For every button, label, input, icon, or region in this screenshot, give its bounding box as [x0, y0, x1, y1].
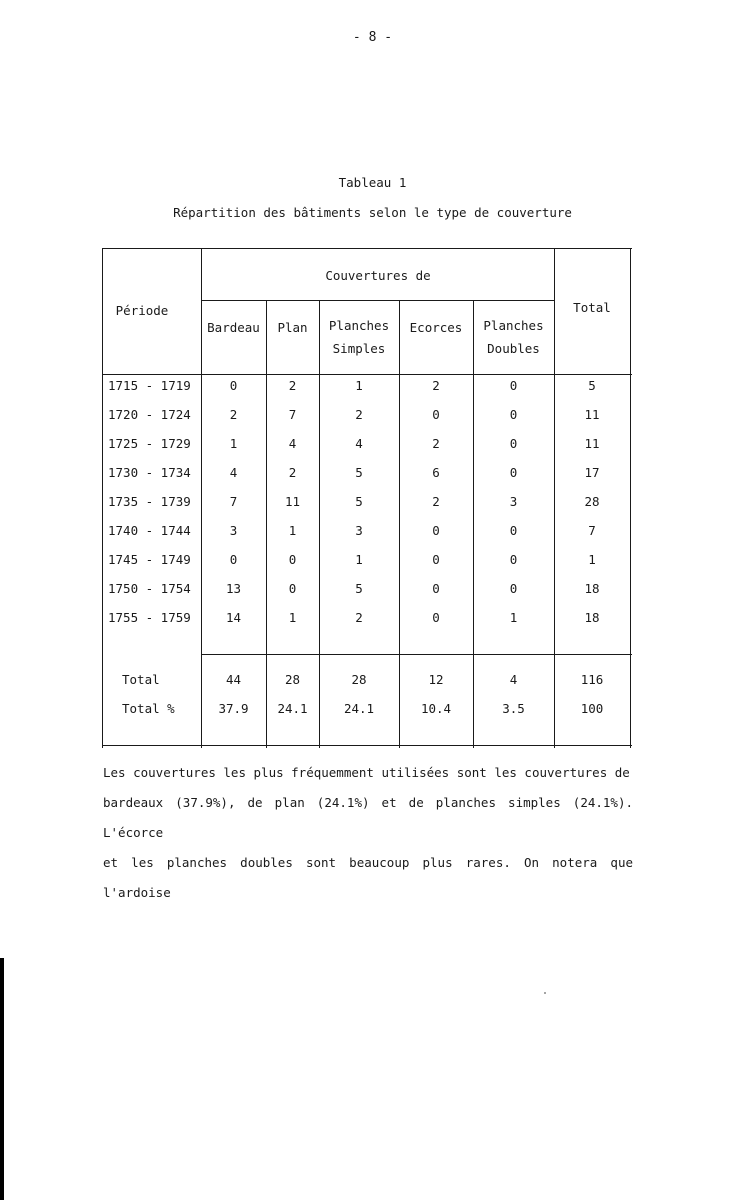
table-row-0-bardeau: 0: [229, 378, 238, 393]
paragraph-line-2: bardeaux (37.9%), de plan (24.1%) et de planches simples (24.1%). L'écorce: [103, 795, 633, 840]
table-row-1-plan: 7: [288, 407, 297, 422]
table-border-top: [102, 248, 632, 249]
table-row-5-ecorces: 0: [432, 523, 440, 538]
table-row-8-ecorces: 0: [432, 610, 440, 625]
table-row-8-plan: 1: [288, 610, 297, 625]
table-row-5-planches-doubles: 0: [509, 523, 518, 538]
header-planches-simples-line2: Simples: [332, 341, 386, 356]
header-planches-doubles-line1: Planches: [483, 318, 544, 333]
table-row-7-planches-simples: 5: [355, 581, 363, 596]
table-row-7-plan: 0: [288, 581, 297, 596]
header-planches-simples-line1: Planches: [328, 318, 390, 333]
table-row-6-periode: 1745 - 1749: [108, 552, 191, 567]
table-row-4-periode: 1735 - 1739: [108, 494, 191, 509]
table-row-7-ecorces: 0: [432, 581, 440, 596]
table-row-3-plan: 2: [288, 465, 297, 480]
table-row-6-total: 1: [588, 552, 596, 567]
table-border-right: [630, 248, 631, 748]
totals-row-1-planches-doubles: 3.5: [502, 701, 525, 716]
totals-row-0-plan: 28: [284, 672, 301, 687]
table-row-3-periode: 1730 - 1734: [108, 465, 191, 480]
totals-row-1-periode: Total %: [122, 701, 175, 716]
header-plan: Plan: [277, 320, 308, 335]
table-row-3-ecorces: 6: [432, 465, 440, 480]
table-row-4-plan: 11: [284, 494, 301, 509]
table-row-2-planches-doubles: 0: [509, 436, 518, 451]
table-row-1-bardeau: 2: [229, 407, 238, 422]
table-border-bottom: [102, 745, 632, 746]
totals-row-1-plan: 24.1: [277, 701, 308, 716]
table-row-2-ecorces: 2: [432, 436, 440, 451]
totals-row-0-total: 116: [580, 672, 604, 687]
table-row-5-periode: 1740 - 1744: [108, 523, 191, 538]
table-row-4-ecorces: 2: [432, 494, 440, 509]
table-row-0-planches-doubles: 0: [509, 378, 518, 393]
totals-row-0-periode: Total: [122, 672, 160, 687]
table-row-5-bardeau: 3: [229, 523, 238, 538]
body-paragraph: [103, 758, 633, 908]
table-row-8-periode: 1755 - 1759: [108, 610, 191, 625]
totals-row-1-ecorces: 10.4: [420, 701, 452, 716]
table-row-6-planches-doubles: 0: [509, 552, 518, 567]
table-row-7-total: 18: [584, 581, 600, 596]
table-row-2-plan: 4: [288, 436, 297, 451]
paragraph-line-1: Les couvertures les plus fréquemment utilisées sont les couvertures de: [103, 765, 630, 780]
header-ecorces: Ecorces: [409, 320, 463, 335]
table-row-3-planches-doubles: 0: [509, 465, 518, 480]
table-row-7-planches-doubles: 0: [509, 581, 518, 596]
table-row-6-planches-simples: 1: [355, 552, 363, 567]
table-row-5-planches-simples: 3: [355, 523, 363, 538]
table-row-8-total: 18: [584, 610, 600, 625]
table-row-2-planches-simples: 4: [355, 436, 363, 451]
table-row-0-ecorces: 2: [432, 378, 440, 393]
totals-row-0-ecorces: 12: [428, 672, 444, 687]
table-row-5-plan: 1: [288, 523, 297, 538]
scan-edge-bar: [0, 958, 4, 1200]
totals-top-line: [201, 654, 632, 655]
table-row-8-planches-simples: 2: [355, 610, 363, 625]
header-total: Total: [573, 300, 611, 315]
table-row-3-planches-simples: 5: [355, 465, 363, 480]
page-number: - 8 -: [352, 30, 393, 45]
table-subtitle: Répartition des bâtiments selon le type de couverture: [173, 205, 572, 220]
table-row-7-bardeau: 13: [225, 581, 242, 596]
totals-row-1-bardeau: 37.9: [218, 701, 249, 716]
table-row-5-total: 7: [588, 523, 596, 538]
header-couvertures-de: Couvertures de: [325, 268, 431, 283]
header-group-underline: [201, 300, 555, 301]
table-row-6-ecorces: 0: [432, 552, 440, 567]
table-row-4-planches-doubles: 3: [509, 494, 518, 509]
table-row-4-total: 28: [584, 494, 600, 509]
table-row-2-bardeau: 1: [229, 436, 238, 451]
table-row-4-bardeau: 7: [229, 494, 238, 509]
totals-row-0-planches-simples: 28: [351, 672, 367, 687]
table-row-0-periode: 1715 - 1719: [108, 378, 191, 393]
table-row-6-bardeau: 0: [229, 552, 238, 567]
table-row-1-planches-simples: 2: [355, 407, 363, 422]
data-table: [102, 248, 632, 748]
table-row-4-planches-simples: 5: [355, 494, 363, 509]
paragraph-line-3: et les planches doubles sont beaucoup plus rares. On notera que l'ardoise: [103, 855, 633, 900]
table-row-0-total: 5: [588, 378, 596, 393]
table-row-8-bardeau: 14: [225, 610, 242, 625]
totals-row-0-bardeau: 44: [225, 672, 242, 687]
table-row-1-periode: 1720 - 1724: [108, 407, 191, 422]
totals-row-1-planches-simples: 24.1: [343, 701, 375, 716]
scan-speck: [544, 992, 546, 994]
table-row-0-plan: 2: [288, 378, 297, 393]
table-row-1-ecorces: 0: [432, 407, 440, 422]
table-row-2-total: 11: [584, 436, 600, 451]
table-row-3-bardeau: 4: [229, 465, 238, 480]
table-row-1-total: 11: [584, 407, 600, 422]
header-bardeau: Bardeau: [207, 320, 260, 335]
table-row-6-plan: 0: [288, 552, 297, 567]
totals-row-0-planches-doubles: 4: [509, 672, 518, 687]
table-row-0-planches-simples: 1: [355, 378, 363, 393]
header-periode: Période: [115, 303, 169, 318]
table-row-8-planches-doubles: 1: [509, 610, 518, 625]
table-row-1-planches-doubles: 0: [509, 407, 518, 422]
table-row-7-periode: 1750 - 1754: [108, 581, 191, 596]
header-bottom-line: [102, 374, 632, 375]
table-row-2-periode: 1725 - 1729: [108, 436, 191, 451]
header-planches-doubles-line2: Doubles: [487, 341, 540, 356]
table-title: Tableau 1: [338, 175, 407, 190]
totals-row-1-total: 100: [580, 701, 604, 716]
table-row-3-total: 17: [584, 465, 600, 480]
